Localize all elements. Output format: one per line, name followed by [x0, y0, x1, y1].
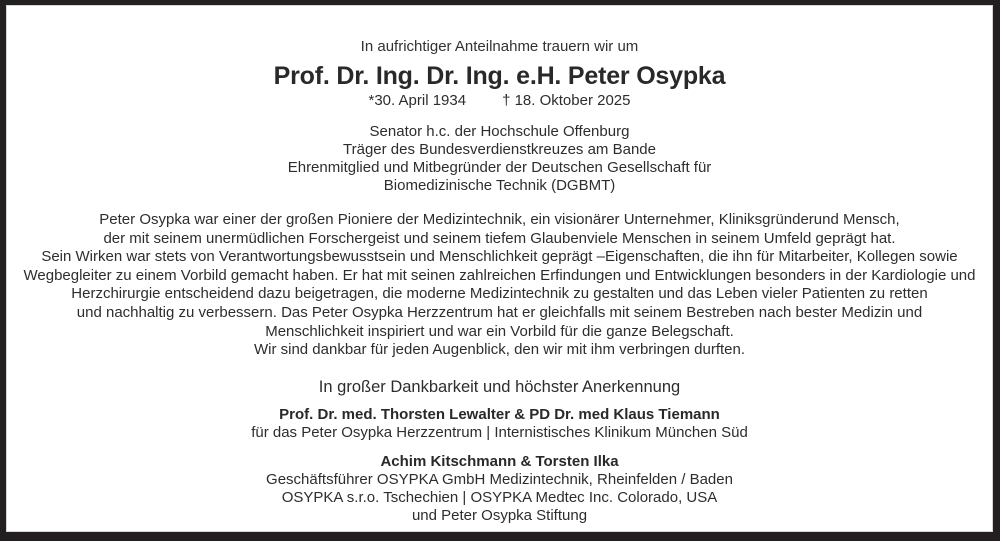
honors-line: Träger des Bundesverdienstkreuzes am Bande	[343, 141, 656, 158]
eulogy-line: Menschlichkeit inspiriert und war ein Vorbild für die ganze Belegschaft.	[265, 322, 734, 340]
eulogy-line: Sein Wirken war stets von Verantwortungsbewusstsein und Menschlichkeit geprägt –Eigenschaften, die ihn für Mitarbeiter, Kollegen sowie	[41, 248, 958, 266]
birth-date: *30. April 1934	[368, 92, 467, 109]
company-line: Geschäftsführer OSYPKA GmbH Medizintechnik, Rheinfelden / Baden	[266, 470, 733, 488]
eulogy-line: Wir sind dankbar für jeden Augenblick, den wir mit ihm verbringen durften.	[253, 341, 746, 359]
eulogy-line: und nachhaltig zu verbessern. Das Peter Osypka Herzzentrum hat er gleichfalls mit seinem Bestreben nach bester Medizin und	[76, 303, 923, 321]
gratitude-line: In großer Dankbarkeit und höchster Anerkennung	[318, 377, 681, 396]
company-affiliation-block	[7, 471, 992, 525]
honors-block	[7, 123, 992, 195]
eulogy-line: Wegbegleiter zu einem Vorbild gemacht haben. Er hat mit seinen zahlreichen Erfindungen und Entwicklungen besonders in der Kardiologie und	[23, 266, 976, 284]
eulogy-line: der mit seinem unermüdlichen Forschergeist und seinem tiefem Glaubenviele Menschen in seinem Umfeld geprägt hat.	[103, 229, 896, 247]
intro-line: In aufrichtiger Anteilnahme trauern wir um	[360, 38, 639, 55]
company-line: OSYPKA s.r.o. Tschechien | OSYPKA Medtec Inc. Colorado, USA	[281, 488, 718, 506]
honors-line: Ehrenmitglied und Mitbegründer der Deutschen Gesellschaft für	[287, 159, 712, 176]
eulogy-line: Peter Osypka war einer der großen Pioniere der Medizintechnik, ein visionärer Unternehmer, Kliniksgründerund Mensch,	[99, 211, 900, 228]
honors-line: Biomedizinische Technik (DGBMT)	[383, 177, 616, 194]
company-mourners-names: Achim Kitschmann & Torsten Ilka	[380, 452, 619, 470]
deceased-name: Prof. Dr. Ing. Dr. Ing. e.H. Peter Osypka	[273, 62, 726, 90]
eulogy-line: Herzchirurgie entscheidend dazu beigetragen, die moderne Medizintechnik zu gestalten und das Leben vieler Patienten zu retten	[71, 285, 928, 303]
honors-line: Senator h.c. der Hochschule Offenburg	[369, 123, 630, 140]
death-date: † 18. Oktober 2025	[502, 92, 631, 109]
clinic-mourners-names: Prof. Dr. med. Thorsten Lewalter & PD Dr. med Klaus Tiemann	[279, 405, 720, 423]
clinic-affiliation: für das Peter Osypka Herzzentrum | Internistisches Klinikum München Süd	[251, 423, 748, 441]
eulogy-block	[7, 211, 992, 360]
company-line: und Peter Osypka Stiftung	[411, 506, 588, 524]
life-dates	[7, 92, 992, 110]
obituary-notice-card	[6, 5, 993, 532]
